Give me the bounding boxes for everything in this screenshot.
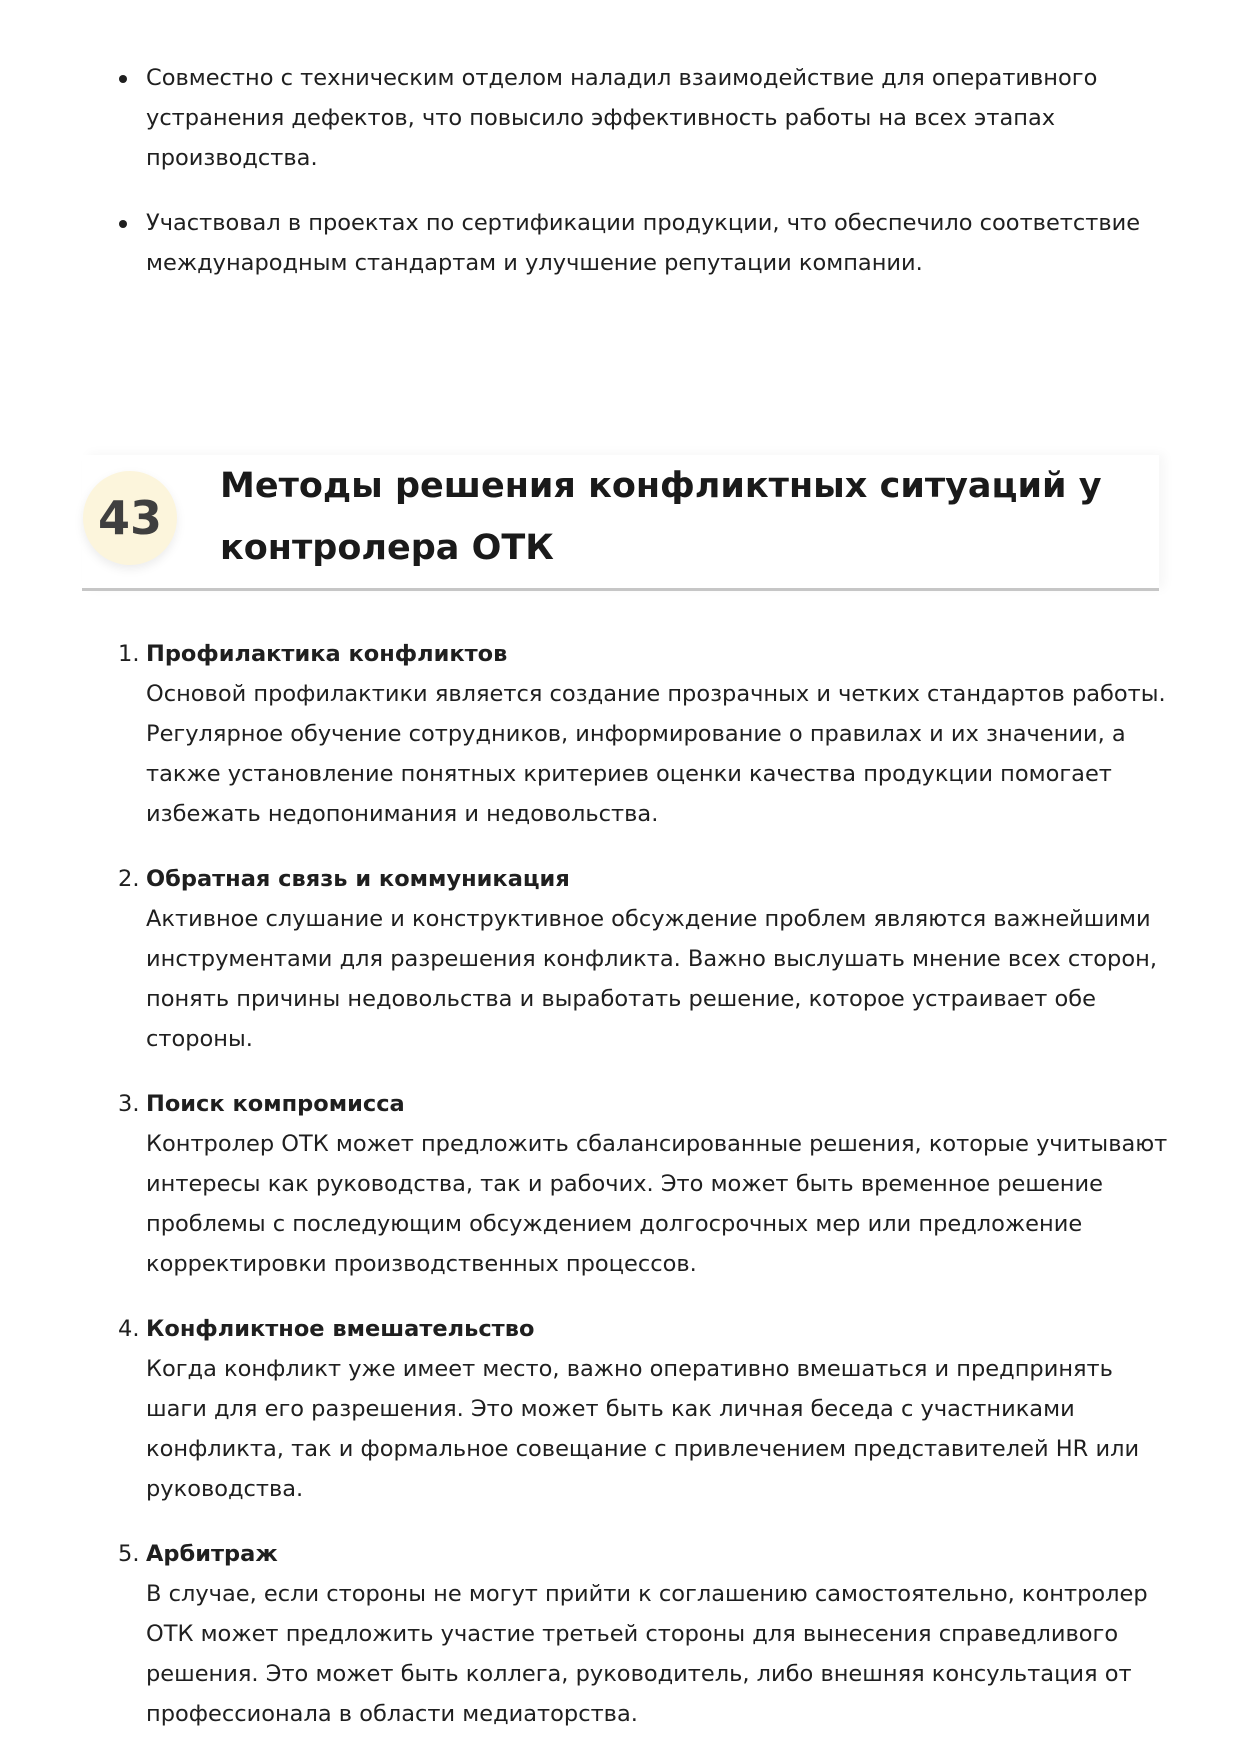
list-item — [116, 203, 1156, 283]
item-text: В случае, если стороны не могут прийти к соглашению самостоятельно, контролер ОТК может предложить участие третьей стороны для вынесения справедливого решения. Это может быть коллега, руководитель, либо внешняя консультация от профессионала в области медиаторства. — [146, 1581, 1148, 1727]
item-title: Арбитраж — [146, 1541, 278, 1567]
method-item — [118, 859, 1168, 1059]
item-title: Профилактика конфликтов — [146, 641, 508, 667]
item-number: 3. — [118, 1091, 140, 1117]
bullet-icon — [119, 220, 127, 228]
list-item — [116, 58, 1156, 178]
item-text: Основой профилактики является создание прозрачных и четких стандартов работы. Регулярное обучение сотрудников, информирование о правилах и их значении, а также установление понятных критериев оценки качества продукции помогает избежать недопонимания и недовольства. — [146, 681, 1166, 827]
item-number: 2. — [118, 866, 140, 892]
section-title: Методы решения конфликтных ситуаций у контролера ОТК — [220, 466, 1102, 568]
item-text: Когда конфликт уже имеет место, важно оперативно вмешаться и предпринять шаги для его разрешения. Это может быть как личная беседа с участниками конфликта, так и формальное совещание с привлечением представителей HR или руководства. — [146, 1356, 1140, 1502]
method-item — [118, 634, 1168, 834]
item-title: Конфликтное вмешательство — [146, 1316, 535, 1342]
method-item — [118, 1084, 1168, 1284]
item-title: Обратная связь и коммуникация — [146, 866, 570, 892]
item-text: Активное слушание и конструктивное обсуждение проблем являются важнейшими инструментами для разрешения конфликта. Важно выслушать мнение всех сторон, понять причины недовольства и выработать решение, которое устраивает обе стороны. — [146, 906, 1157, 1052]
list-item-text: Совместно с техническим отделом наладил взаимодействие для оперативного устранения дефектов, что повысило эффективность работы на всех этапах производства. — [146, 65, 1098, 171]
section-header — [82, 455, 1159, 591]
bullet-icon — [119, 75, 127, 83]
section-number-badge: 43 — [83, 471, 177, 565]
item-number: 5. — [118, 1541, 140, 1567]
item-title: Поиск компромисса — [146, 1091, 405, 1117]
methods-list — [118, 634, 1168, 1759]
method-item — [118, 1309, 1168, 1509]
list-item-text: Участвовал в проектах по сертификации продукции, что обеспечило соответствие международным стандартам и улучшение репутации компании. — [146, 210, 1141, 276]
achievements-list — [116, 58, 1156, 308]
item-number: 1. — [118, 641, 140, 667]
method-item — [118, 1534, 1168, 1734]
item-text: Контролер ОТК может предложить сбалансированные решения, которые учитывают интересы как руководства, так и рабочих. Это может быть временное решение проблемы с последующим обсуждением долгосрочных мер или предложение корректировки производственных процессов. — [146, 1131, 1168, 1277]
item-number: 4. — [118, 1316, 140, 1342]
